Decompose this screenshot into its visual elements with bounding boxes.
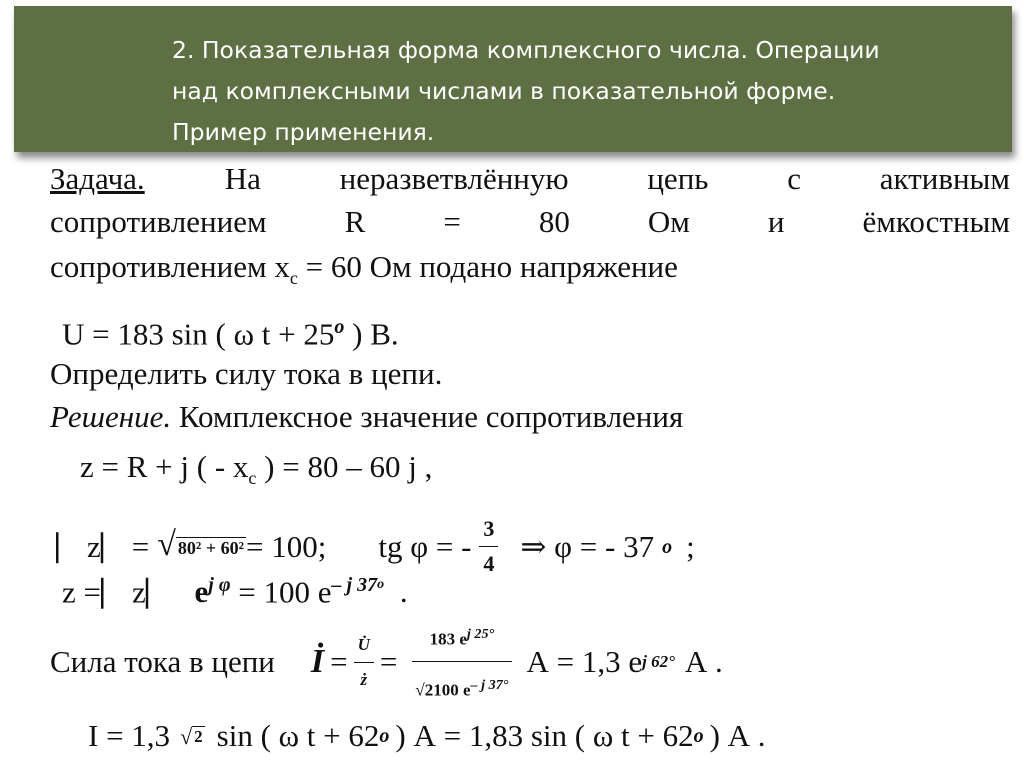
final-sqrt-symbol: √ [180,724,193,749]
final-sqrt [180,717,205,754]
phi-end: ; [686,528,695,564]
u-dot: U̇ [354,628,374,663]
modulus-b: = 100; [245,528,327,564]
fraction-denominator: 4 [483,551,495,576]
current-result-power: j 62° [642,652,675,671]
title-line-1: 2. Показательная форма комплексного числа. Операции [172,36,880,64]
exp-e: e [194,574,209,610]
solution-label: Решение. [50,399,172,434]
title-line-3: Пример применения. [172,118,435,146]
phi-value: ⇒ φ = - 37 [520,528,655,564]
sqrt-expression [157,528,246,565]
exp-form-degree: o [377,577,385,592]
phi-degree: o [662,535,673,558]
voltage-degree: o [334,316,345,338]
u-over-z-fraction [354,628,374,697]
z-formula-sub: с [248,468,257,489]
current-big-fraction [411,617,512,707]
final-a: I = 1,3 [88,717,171,753]
exp-form-end: . [399,574,408,610]
final-d: ) А . [709,717,766,753]
current-eq-2: = [379,644,398,679]
z-formula-b: ) = 80 – 60 j , [264,449,433,484]
slide-title [172,30,992,153]
big-numerator [412,617,513,662]
z-dot: ż [360,669,368,689]
radicand: 80² + 60² [177,537,244,558]
task-line-2: сопротивлением R = 80 Ом и ёмкостным [50,204,1010,239]
current-eq-1: = [330,644,348,679]
current-symbol: İ [310,643,325,680]
task-line-3-a: сопротивлением x [50,249,290,284]
exp-form-b: = 100 e [238,574,332,610]
title-banner [14,6,1012,152]
exp-form-a: z =⎸z⎸ [62,574,177,610]
title-line-2: над комплексными числами в показательной форме. [172,77,836,105]
voltage-formula [62,310,399,351]
big-numerator-base: 183 e [429,629,467,649]
sqrt-symbol: √ [157,526,176,564]
exponential-form [62,568,408,609]
z-formula-a: z = R + j ( - x [80,449,249,484]
modulus-a: ⎸z⎸= [56,528,150,564]
exp-form-power: – j 37 [331,574,378,596]
final-b-degree: o [379,724,390,747]
solution-intro-text: Комплексное значение сопротивления [178,399,684,434]
solution-intro [50,400,683,434]
final-formula [88,717,766,754]
task-question: Определить силу тока в цепи. [50,356,443,391]
current-result: А = 1,3 e [526,644,643,679]
task-line-3 [50,250,678,295]
task-label: Задача. [50,161,145,196]
big-denominator-power: – j 37° [470,676,509,693]
z-formula [80,450,432,495]
fraction-3-4 [479,512,498,581]
final-b: sin ( ω t + 62 [216,717,380,753]
final-sqrt-radicand: 2 [194,726,203,746]
final-c: ) А = 1,83 sin ( ω t + 62 [395,717,694,753]
xc-subscript: с [289,268,298,289]
tangent: tg φ = - [378,528,472,564]
fraction-numerator: 3 [479,512,498,547]
final-c-degree: o [693,724,704,747]
current-result-end: А . [684,644,723,679]
voltage-b: ) В. [352,316,399,352]
voltage-a: U = 183 sin ( ω t + 25 [62,316,335,352]
current-label: Сила тока в цепи [50,644,275,679]
big-denominator-base: √2100 e [415,680,471,700]
exp-e-power: j φ [208,574,231,596]
task-line-3-b: = 60 Ом подано напряжение [305,249,678,284]
big-numerator-power: j 25° [466,625,495,642]
current-formula [50,622,723,702]
big-denominator [411,662,512,708]
task-line-1-text: На неразветвлённую цепь с активным [224,161,1010,196]
task-line-1 [50,162,1010,196]
